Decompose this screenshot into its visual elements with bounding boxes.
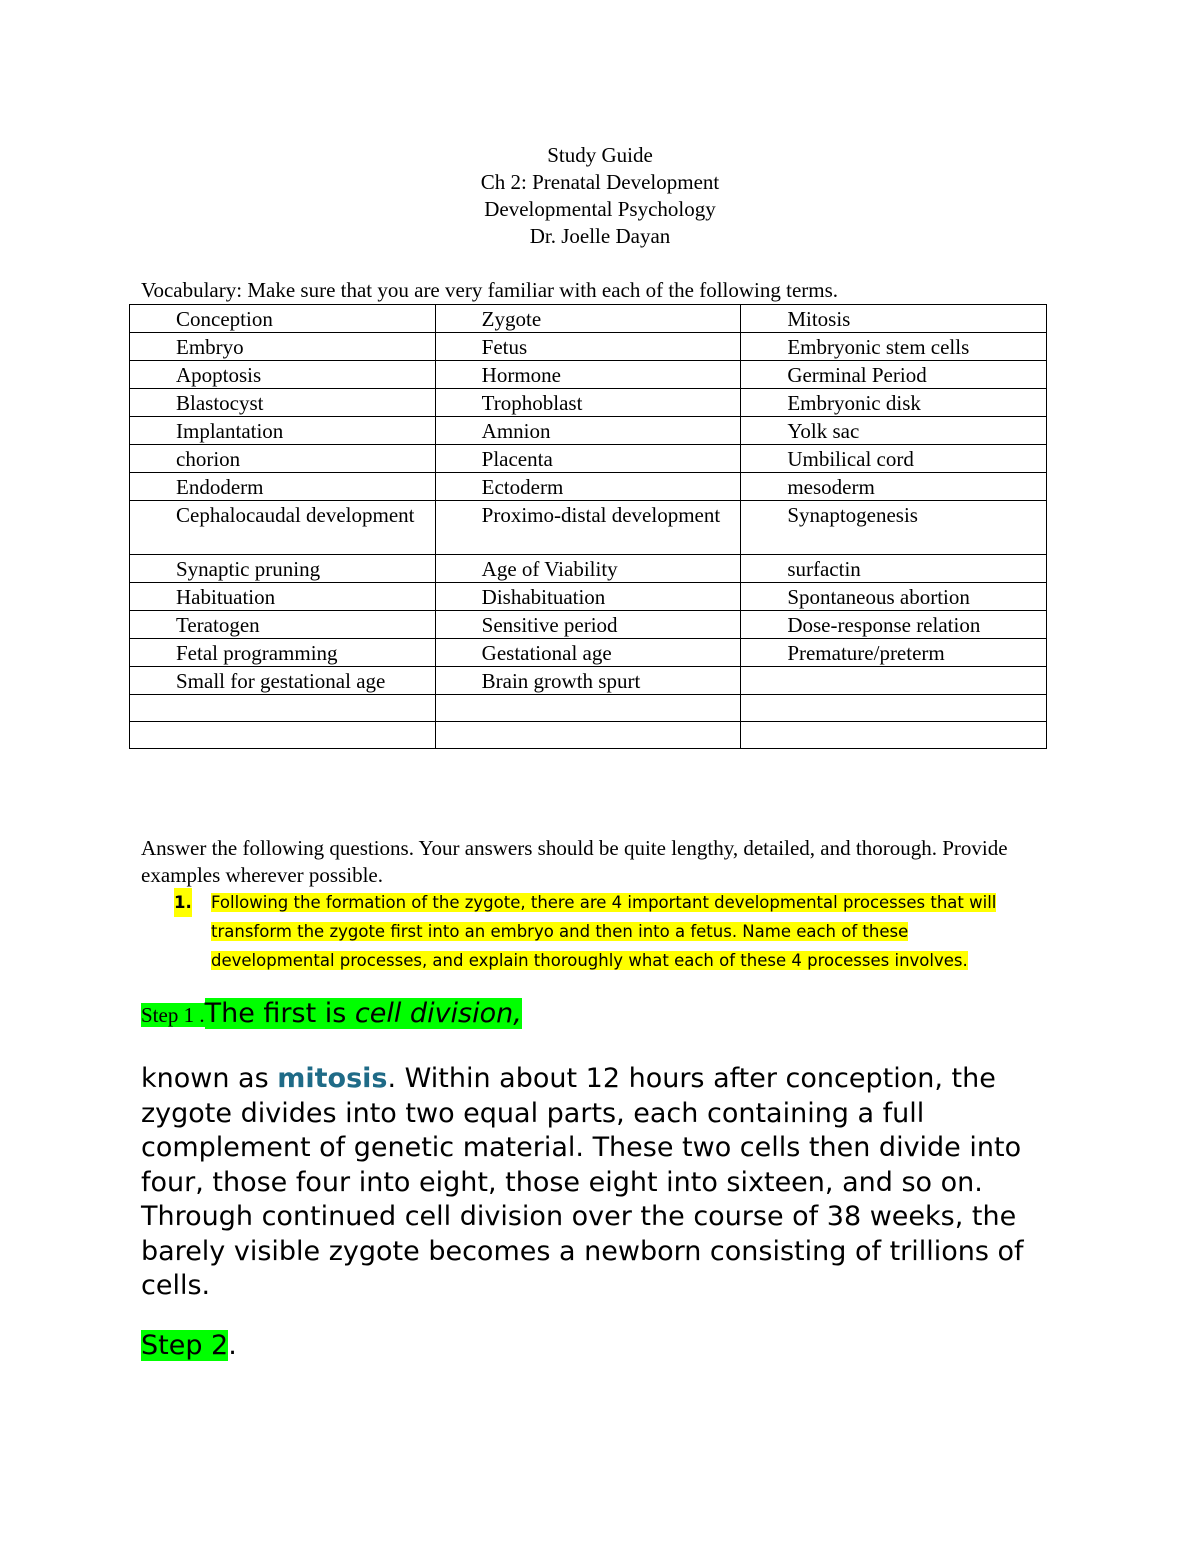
step-1-title-prefix: The first is: [204, 998, 355, 1029]
vocab-term-cell: Germinal Period: [741, 361, 1047, 389]
table-row: [130, 445, 1047, 473]
question-line-3: developmental processes, and explain thoroughly what each of these 4 processes involves.: [211, 951, 968, 970]
table-row: [130, 361, 1047, 389]
vocab-term-cell: Apoptosis: [130, 361, 436, 389]
vocab-term-cell: Gestational age: [435, 639, 741, 667]
mitosis-term: mitosis: [277, 1063, 388, 1094]
table-row: [130, 333, 1047, 361]
chapter-title: Ch 2: Prenatal Development: [480, 170, 720, 194]
vocab-term-cell: Synaptogenesis: [741, 501, 1047, 555]
table-row: [130, 501, 1047, 555]
vocab-term-cell: Teratogen: [130, 611, 436, 639]
step-1-paragraph: [141, 1062, 1081, 1304]
table-row: [130, 695, 1047, 722]
vocab-term-cell: Proximo-distal development: [435, 501, 741, 555]
vocab-term-cell: Spontaneous abortion: [741, 583, 1047, 611]
step-2-suffix: .: [228, 1330, 237, 1361]
vocab-term-cell: Fetus: [435, 333, 741, 361]
vocab-term-cell: Embryo: [130, 333, 436, 361]
vocab-term-cell: Ectoderm: [435, 473, 741, 501]
vocab-term-cell: Embryonic disk: [741, 389, 1047, 417]
vocab-term-cell: Hormone: [435, 361, 741, 389]
instructor-name: Dr. Joelle Dayan: [529, 224, 671, 248]
vocab-term-cell: Synaptic pruning: [130, 555, 436, 583]
vocab-term-cell: Fetal programming: [130, 639, 436, 667]
step-1-label: Step 1 .: [141, 1003, 205, 1027]
paragraph-body: . Within about 12 hours after conception, the zygote divides into two equal parts, each containing a full complement of genetic material. These two cells then divide into four, those four into eight, those eight into sixteen, and so on. Through continued cell division over the course of 38 weeks, the barely visible zygote becomes a newborn consisting of trillions of cells.: [141, 1063, 1024, 1301]
table-row: [130, 305, 1047, 333]
course-name: Developmental Psychology: [484, 197, 716, 221]
table-row: [130, 583, 1047, 611]
step-2-heading: [141, 1328, 237, 1364]
vocab-term-cell: Conception: [130, 305, 436, 333]
vocab-term-cell: Zygote: [435, 305, 741, 333]
table-row: [130, 611, 1047, 639]
table-row: [130, 667, 1047, 695]
vocab-term-cell: Dose-response relation: [741, 611, 1047, 639]
vocab-term-cell: [741, 667, 1047, 695]
vocab-term-cell: Embryonic stem cells: [741, 333, 1047, 361]
table-row: [130, 389, 1047, 417]
paragraph-prefix: known as: [141, 1063, 278, 1094]
vocab-term-cell: [741, 722, 1047, 749]
vocab-term-cell: Habituation: [130, 583, 436, 611]
questions-intro: Answer the following questions. Your answers should be quite lengthy, detailed, and thorough. Provide examples wherever possible.: [141, 836, 1008, 887]
vocab-term-cell: [741, 695, 1047, 722]
vocab-term-cell: Endoderm: [130, 473, 436, 501]
vocab-term-cell: [130, 695, 436, 722]
vocab-term-cell: surfactin: [741, 555, 1047, 583]
question-text: [211, 888, 1054, 975]
step-1-title-emphasis: cell division,: [354, 998, 522, 1029]
question-line-2: transform the zygote first into an embryo and then into a fetus. Name each of these: [211, 922, 909, 941]
table-row: [130, 555, 1047, 583]
vocab-term-cell: Placenta: [435, 445, 741, 473]
vocab-term-cell: Brain growth spurt: [435, 667, 741, 695]
vocab-term-cell: Small for gestational age: [130, 667, 436, 695]
vocab-term-cell: Yolk sac: [741, 417, 1047, 445]
vocab-term-cell: Mitosis: [741, 305, 1047, 333]
step-1-title: [205, 998, 522, 1029]
question-number: 1.: [174, 888, 192, 917]
vocab-term-cell: Age of Viability: [435, 555, 741, 583]
question-line-1: Following the formation of the zygote, there are 4 important developmental processes that will: [211, 893, 997, 912]
vocab-term-cell: Cephalocaudal development: [130, 501, 436, 555]
vocab-term-cell: Dishabituation: [435, 583, 741, 611]
vocab-term-cell: Trophoblast: [435, 389, 741, 417]
vocab-term-cell: Premature/preterm: [741, 639, 1047, 667]
vocab-term-cell: Amnion: [435, 417, 741, 445]
table-row: [130, 722, 1047, 749]
vocabulary-table: [129, 304, 1047, 749]
step-1-heading: [141, 998, 522, 1029]
table-row: [130, 473, 1047, 501]
vocab-term-cell: Sensitive period: [435, 611, 741, 639]
vocab-term-cell: [435, 722, 741, 749]
vocab-term-cell: Blastocyst: [130, 389, 436, 417]
table-row: [130, 417, 1047, 445]
doc-title: Study Guide: [547, 143, 653, 167]
table-row: [130, 639, 1047, 667]
step-2-label: Step 2: [141, 1330, 229, 1361]
vocabulary-intro: Vocabulary: Make sure that you are very familiar with each of the following terms.: [141, 278, 839, 302]
question-1: [174, 888, 1054, 975]
vocab-term-cell: [435, 695, 741, 722]
vocab-term-cell: chorion: [130, 445, 436, 473]
vocab-term-cell: mesoderm: [741, 473, 1047, 501]
vocab-term-cell: Implantation: [130, 417, 436, 445]
vocab-term-cell: [130, 722, 436, 749]
document-header: [0, 142, 1200, 250]
vocab-term-cell: Umbilical cord: [741, 445, 1047, 473]
